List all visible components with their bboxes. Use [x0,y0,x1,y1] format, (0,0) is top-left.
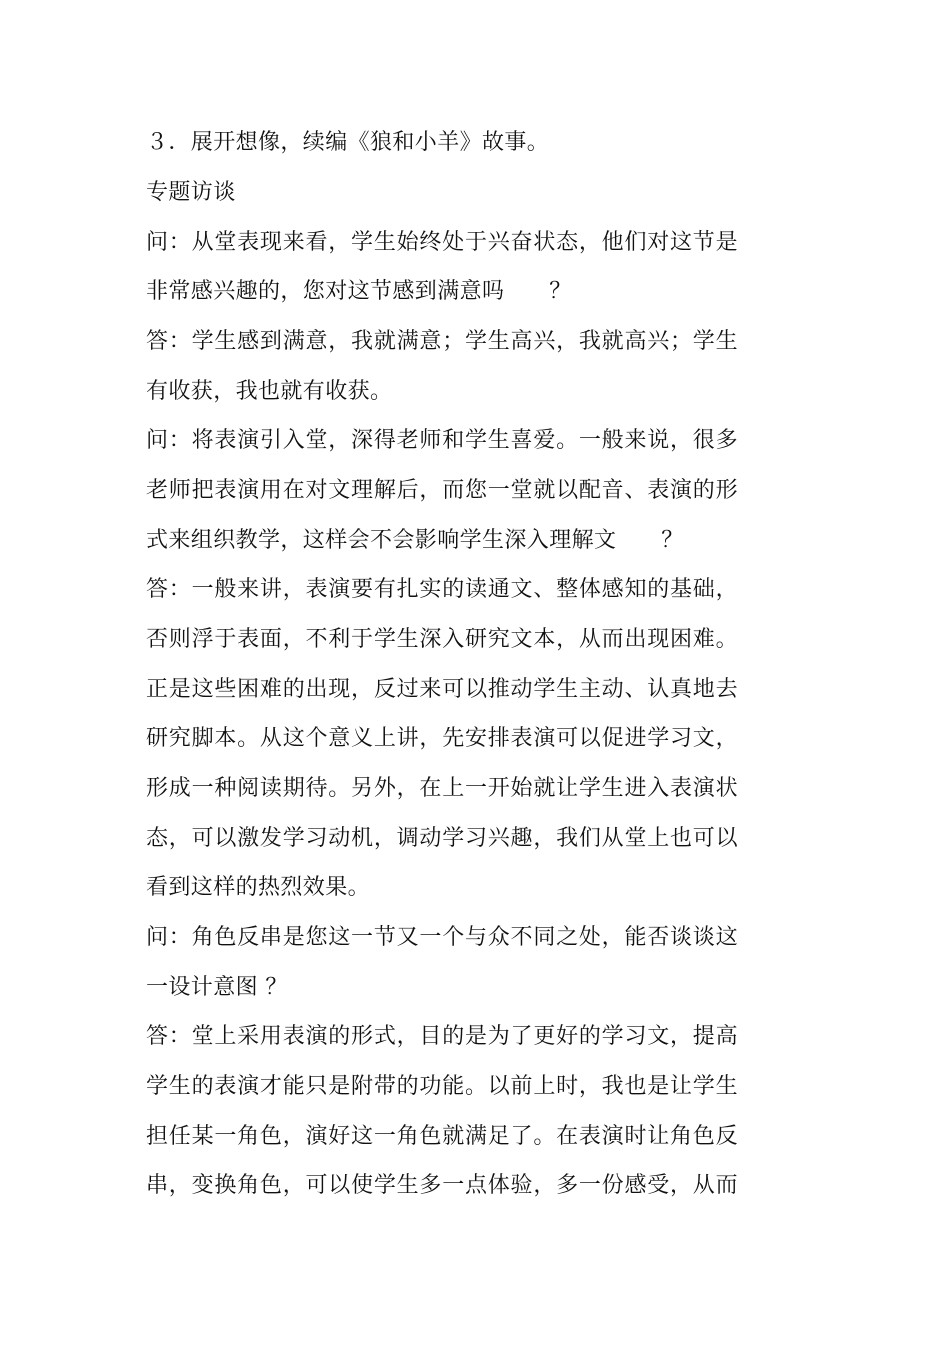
section-heading: 专题访谈 [146,180,236,205]
paragraph-line: 问：从堂表现来看，学生始终处于兴奋状态，他们对这节是 [146,230,738,255]
paragraph-line: 态，可以激发学习动机，调动学习兴趣，我们从堂上也可以 [146,826,738,851]
paragraph-line: 答：学生感到满意，我就满意；学生高兴，我就高兴；学生 [146,329,738,354]
paragraph-line: 非常感兴趣的，您对这节感到满意吗 ？ [146,279,572,304]
paragraph-line: 式来组织教学，这样会不会影响学生深入理解文 ？ [146,528,684,553]
paragraph-line: 否则浮于表面，不利于学生深入研究文本，从而出现困难。 [146,627,738,652]
paragraph-line: 答：堂上采用表演的形式，目的是为了更好的学习文，提高 [146,1024,738,1049]
paragraph-line: 担任某一角色，演好这一角色就满足了。在表演时让角色反 [146,1124,738,1149]
paragraph-line: 老师把表演用在对文理解后，而您一堂就以配音、表演的形 [146,478,738,503]
paragraph-line: 研究脚本。从这个意义上讲，先安排表演可以促进学习文， [146,726,738,751]
paragraph-line: 问：角色反串是您这一节又一个与众不同之处，能否谈谈这 [146,925,738,950]
paragraph-line: 串，变换角色，可以使学生多一点体验，多一份感受，从而 [146,1173,738,1198]
paragraph-line: 问：将表演引入堂，深得老师和学生喜爱。一般来说，很多 [146,428,738,453]
paragraph-line: 正是这些困难的出现，反过来可以推动学生主动、认真地去 [146,677,738,702]
paragraph-line: 答：一般来讲，表演要有扎实的读通文、整体感知的基础， [146,577,738,602]
paragraph-line: 看到这样的热烈效果。 [146,875,371,900]
paragraph-line: 一设计意图 ？ [146,975,288,1000]
paragraph-line: 学生的表演才能只是附带的功能。以前上时，我也是让学生 [146,1074,738,1099]
list-item-3: ３．展开想像，续编《狼和小羊》故事。 [146,130,550,155]
paragraph-line: 有收获，我也就有收获。 [146,379,393,404]
paragraph-line: 形成一种阅读期待。另外，在上一开始就让学生进入表演状 [146,776,738,801]
